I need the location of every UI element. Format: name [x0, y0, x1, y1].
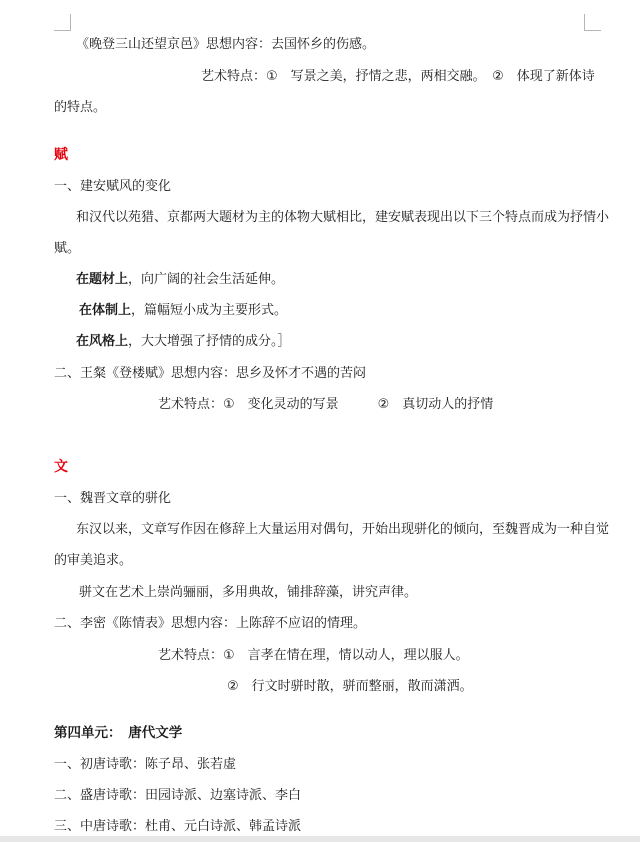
- list-item: 一、初唐诗歌：陈子昂、张若虚: [54, 757, 237, 772]
- page-corner-mark-left: [54, 14, 71, 31]
- section-heading: 赋: [54, 147, 68, 163]
- paragraph-line: 东汉以来，文章写作因在修辞上大量运用对偶句，开始出现骈化的倾向，至魏晋成为一种自觉: [76, 522, 610, 537]
- text-line: ② 行文时骈时散，骈而整丽，散而潇洒。: [227, 679, 473, 694]
- page-corner-mark-right: [584, 14, 601, 31]
- item-text: ，向广阔的社会生活延伸。: [128, 272, 285, 287]
- paragraph-line: 赋。: [54, 241, 81, 256]
- item-text: ，篇幅短小成为主要形式。: [131, 303, 288, 318]
- list-item: [76, 271, 284, 289]
- text-line: 艺术特点：① 写景之美，抒情之悲，两相交融。 ② 体现了新体诗: [201, 69, 595, 84]
- unit-heading: 第四单元： 唐代文学: [54, 725, 183, 741]
- subheading: 二、王粲《登楼赋》思想内容：思乡及怀才不遇的苦闷: [54, 366, 367, 381]
- list-item: [76, 333, 291, 351]
- paragraph-line: 骈文在艺术上崇尚骊丽，多用典故，铺排辞藻，讲究声律。: [79, 585, 418, 600]
- page-bottom-edge: [0, 836, 640, 842]
- text-line: 艺术特点：① 变化灵动的写景 ② 真切动人的抒情: [158, 397, 494, 412]
- item-label: 在题材上: [76, 272, 129, 287]
- subheading: 二、李密《陈情表》思想内容：上陈辞不应诏的情理。: [54, 616, 367, 631]
- item-label: 在风格上: [76, 334, 129, 349]
- list-item: 三、中唐诗歌：杜甫、元白诗派、韩孟诗派: [54, 819, 302, 834]
- list-item: [79, 302, 287, 320]
- section-heading: 文: [54, 459, 68, 475]
- subheading: 一、魏晋文章的骈化: [54, 491, 172, 506]
- subheading: 一、建安赋风的变化: [54, 179, 172, 194]
- paragraph-line: 和汉代以苑猎、京都两大题材为主的体物大赋相比，建安赋表现出以下三个特点而成为抒情小: [76, 210, 610, 225]
- item-text: ，大大增强了抒情的成分。］: [128, 334, 291, 349]
- list-item: 二、盛唐诗歌：田园诗派、边塞诗派、李白: [54, 788, 302, 803]
- text-line: 的特点。: [54, 100, 107, 115]
- item-label: 在体制上: [79, 303, 132, 318]
- text-line: 艺术特点：① 言孝在情在理，情以动人，理以服人。: [158, 648, 469, 663]
- text-line: 《晚登三山还望京邑》思想内容：去国怀乡的伤感。: [76, 37, 376, 52]
- paragraph-line: 的审美追求。: [54, 553, 133, 568]
